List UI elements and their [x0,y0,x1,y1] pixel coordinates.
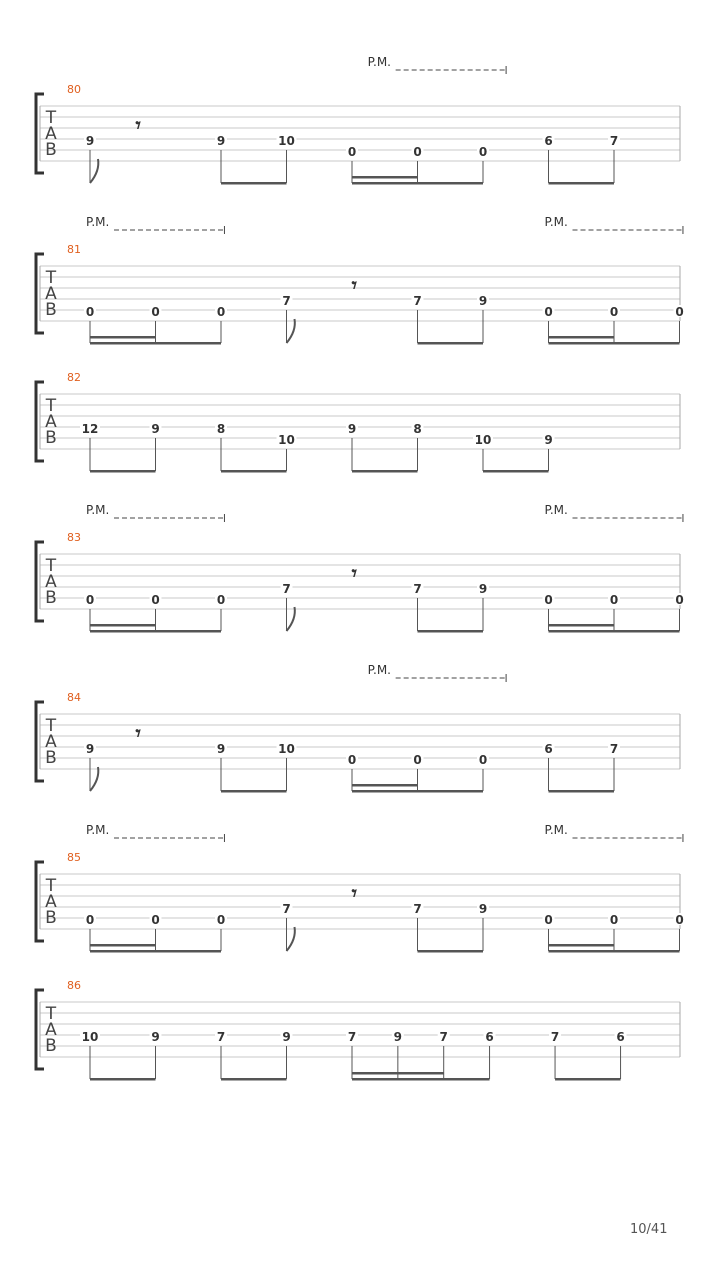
system-81 [36,215,686,345]
fret-number: 0 [609,593,619,607]
system-80 [36,55,680,185]
note-beam-secondary [90,624,156,627]
note-flag [90,159,98,183]
system-86 [36,979,680,1081]
fret-number: 10 [474,433,492,447]
note-beam [483,470,549,473]
fret-number: 0 [675,305,684,319]
tab-clef-letter: A [45,732,57,752]
note-beam [549,950,680,953]
note-beam-secondary [549,624,615,627]
note-beam [90,630,221,633]
fret-number: 0 [609,913,619,927]
note-beam [90,950,221,953]
fret-number: 9 [85,134,95,148]
note-flag [287,319,295,343]
fret-number: 0 [151,913,160,927]
tab-clef-letter: T [45,876,57,896]
tab-clef-letter: T [45,268,57,288]
measure-number: 85 [67,851,81,864]
fret-number: 8 [216,422,226,436]
palm-mute-label: P.M. [367,55,392,69]
fret-number: 10 [278,134,295,148]
fret-number: 0 [675,913,684,927]
note-beam-secondary [352,176,418,179]
fret-number: 10 [278,742,295,756]
fret-number: 0 [216,913,226,927]
fret-number: 10 [278,433,295,447]
fret-number: 0 [347,753,357,767]
tab-clef-letter: B [45,908,57,928]
note-beam [352,470,418,473]
tab-clef-letter: T [45,108,57,128]
tab-clef-letter: T [45,556,57,576]
tab-clef-letter: B [45,140,57,160]
note-beam [549,342,680,345]
note-beam [221,470,287,473]
tab-clef-letter: A [45,572,57,592]
measure-number: 81 [67,243,81,256]
tab-clef-letter: A [45,412,57,432]
fret-number: 7 [609,742,619,756]
note-beam [418,950,484,953]
fret-number: 0 [544,305,553,319]
tab-clef-letter: T [45,716,57,736]
fret-number: 0 [413,753,422,767]
page-number: 10/41 [630,1222,668,1237]
fret-number: 9 [478,902,488,916]
note-beam [90,470,156,473]
eighth-rest: 𝄾 [351,881,357,905]
fret-number: 7 [439,1030,448,1044]
fret-number: 0 [413,145,422,159]
fret-number: 0 [544,913,553,927]
tab-clef-letter: B [45,588,57,608]
palm-mute-label: P.M. [544,503,568,517]
eighth-rest: 𝄾 [351,273,357,297]
tab-clef-letter: A [45,892,57,912]
palm-mute-label: P.M. [544,215,568,229]
palm-mute-label: P.M. [86,823,110,837]
tab-clef-letter: A [45,124,57,144]
fret-number: 0 [151,305,160,319]
fret-number: 0 [85,593,95,607]
note-beam [90,1078,156,1081]
fret-number: 9 [347,422,357,436]
measure-number: 80 [67,83,81,96]
fret-number: 7 [216,1030,226,1044]
fret-number: 7 [347,1030,357,1044]
measure-number: 83 [67,531,81,544]
note-beam [418,630,484,633]
tab-clef-letter: T [45,396,57,416]
note-beam-secondary [352,784,418,787]
note-beam [221,182,287,185]
palm-mute-label: P.M. [86,215,110,229]
fret-number: 0 [85,305,95,319]
fret-number: 9 [151,1030,160,1044]
note-beam [352,1078,490,1081]
fret-number: 0 [216,305,226,319]
system-84 [36,663,680,793]
note-flag [287,927,295,951]
system-83 [36,503,686,633]
tab-clef-letter: A [45,1020,57,1040]
fret-number: 9 [282,1030,291,1044]
fret-number: 9 [85,742,95,756]
note-beam-secondary [352,1072,444,1075]
fret-number: 9 [216,134,226,148]
note-beam [352,790,483,793]
palm-mute-label: P.M. [367,663,392,677]
note-beam [549,630,680,633]
measure-number: 84 [67,691,81,704]
measure-number: 82 [67,371,81,384]
fret-number: 0 [478,753,488,767]
tab-clef-letter: B [45,300,57,320]
fret-number: 0 [478,145,488,159]
note-beam [221,1078,287,1081]
palm-mute-label: P.M. [544,823,568,837]
measure-number: 86 [67,979,81,992]
fret-number: 7 [609,134,619,148]
fret-number: 7 [413,582,422,596]
fret-number: 9 [393,1030,403,1044]
fret-number: 9 [478,582,488,596]
tab-clef-letter: B [45,428,57,448]
fret-number: 0 [85,913,95,927]
fret-number: 0 [151,593,160,607]
note-flag [90,767,98,791]
fret-number: 7 [413,294,422,308]
note-beam-secondary [549,944,615,947]
note-beam [549,790,615,793]
fret-number: 8 [413,422,422,436]
fret-number: 7 [282,294,291,308]
note-beam [418,342,484,345]
fret-number: 0 [609,305,619,319]
fret-number: 9 [216,742,226,756]
fret-number: 12 [81,422,99,436]
fret-number: 9 [544,433,553,447]
fret-number: 0 [544,593,553,607]
note-beam-secondary [549,336,615,339]
tab-clef-letter: B [45,748,57,768]
fret-number: 6 [616,1030,625,1044]
tab-clef-letter: A [45,284,57,304]
note-beam-secondary [90,336,156,339]
fret-number: 6 [485,1030,494,1044]
fret-number: 9 [151,422,160,436]
fret-number: 0 [675,593,684,607]
fret-number: 7 [550,1030,560,1044]
tab-clef-letter: B [45,1036,57,1056]
note-beam [352,182,483,185]
fret-number: 0 [347,145,357,159]
fret-number: 9 [478,294,488,308]
system-82 [36,371,680,473]
eighth-rest: 𝄾 [135,721,141,745]
note-beam [221,790,287,793]
eighth-rest: 𝄾 [351,561,357,585]
tab-clef-letter: T [45,1004,57,1024]
fret-number: 10 [81,1030,99,1044]
fret-number: 7 [282,582,291,596]
fret-number: 6 [544,742,553,756]
note-beam [90,342,221,345]
eighth-rest: 𝄾 [135,113,141,137]
fret-number: 0 [216,593,226,607]
fret-number: 7 [413,902,422,916]
fret-number: 6 [544,134,553,148]
note-beam [555,1078,621,1081]
system-85 [36,823,686,953]
note-beam-secondary [90,944,156,947]
fret-number: 7 [282,902,291,916]
note-beam [549,182,615,185]
note-flag [287,607,295,631]
palm-mute-label: P.M. [86,503,110,517]
